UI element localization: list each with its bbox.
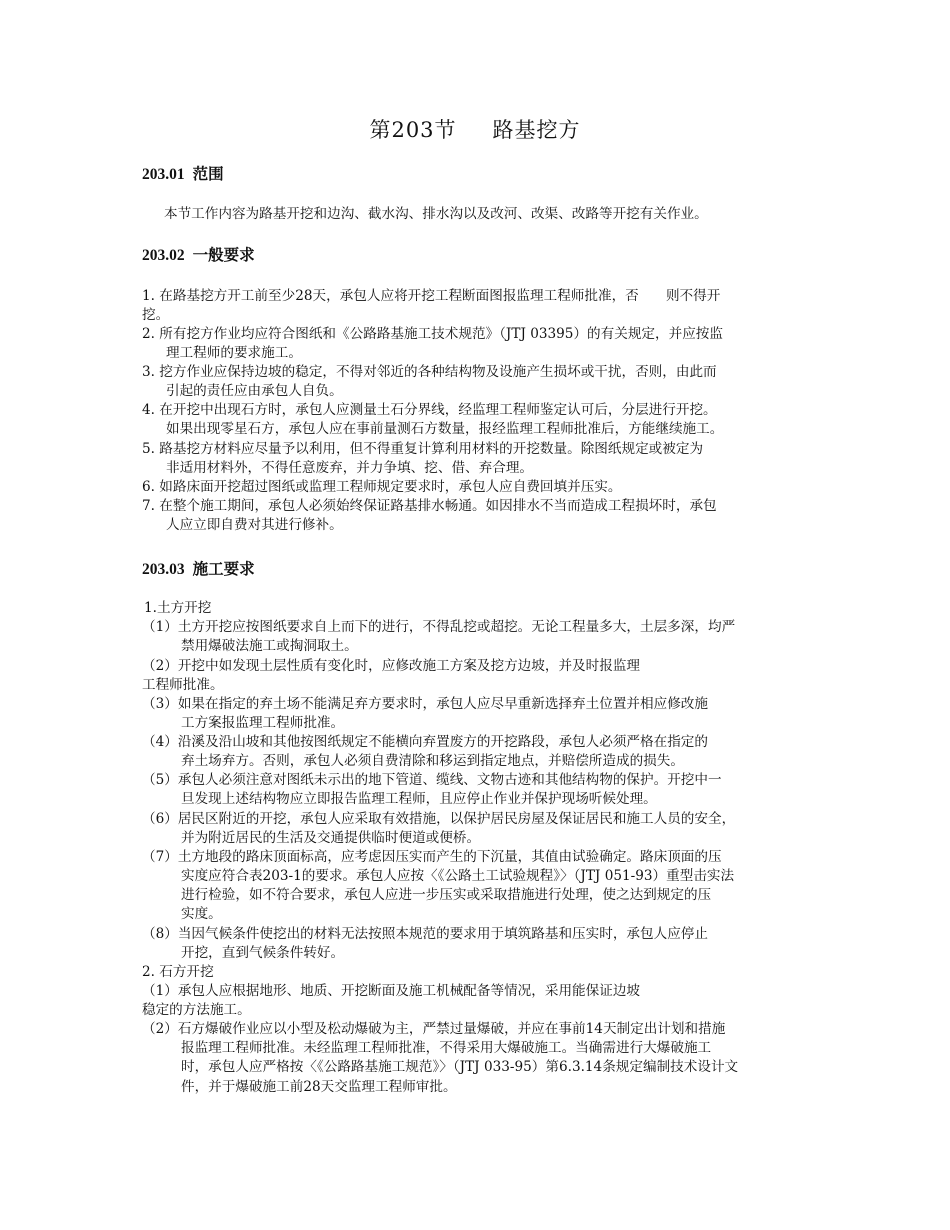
construction-line: （4）沿溪及沿山坡和其他按图纸规定不能横向弃置废方的开挖路段，承包人必须严格在指定的 <box>142 734 708 750</box>
section-name: 路基挖方 <box>492 118 581 142</box>
construction-line: 实度应符合表203-1的要求。承包人应按〈《公路土工试验规程》〉（JTJ 051-93）重型击实法 <box>181 868 735 884</box>
construction-line: 工方案报监理工程师批准。 <box>181 715 345 731</box>
construction-line: 稳定的方法施工。 <box>142 1002 251 1018</box>
general-line: 如果出现零星石方，承包人应在事前量测石方数量，报经监理工程师批准后，方能继续施工。 <box>166 421 724 437</box>
construction-line: 实度。 <box>181 906 222 922</box>
construction-line: 2. 石方开挖 <box>142 964 214 980</box>
construction-line: 时，承包人应严格按〈《公路路基施工规范》〉（JTJ 033-95）第6.3.14条规定编制技术设计文 <box>181 1059 739 1075</box>
section-number: 第203节 <box>369 118 457 142</box>
construction-line: 弃土场弃方。否则，承包人必须自费清除和移运到指定地点，并赔偿所造成的损失。 <box>181 753 684 769</box>
general-line: 7. 在整个施工期间，承包人必须始终保证路基排水畅通。如因排水不当而造成工程损坏时，承包 <box>142 498 717 514</box>
general-line: 5. 路基挖方材料应尽量予以利用，但不得重复计算利用材料的开挖数量。除图纸规定或被定为 <box>142 441 704 457</box>
heading-number: 203.03 <box>142 561 185 578</box>
general-line: 非适用材料外，不得任意废弃，并力争填、挖、借、弃合理。 <box>166 460 534 476</box>
heading-text: 一般要求 <box>192 245 255 264</box>
construction-line: （2）开挖中如发现土层性质有变化时，应修改施工方案及挖方边坡，并及时报监理 <box>142 658 641 674</box>
construction-line: 件，并于爆破施工前28天交监理工程师审批。 <box>181 1079 457 1095</box>
heading-general <box>142 243 255 265</box>
construction-line: 报监理工程师批准。未经监理工程师批准，不得采用大爆破施工。当确需进行大爆破施工 <box>181 1040 712 1056</box>
construction-line: 进行检验，如不符合要求，承包人应进一步压实或采取措施进行处理，使之达到规定的压 <box>181 887 712 903</box>
general-line: 3. 挖方作业应保持边坡的稳定，不得对邻近的各种结构物及设施产生损坏或干扰，否则，由此而 <box>142 364 717 380</box>
heading-text: 范围 <box>192 164 224 183</box>
construction-line: （5）承包人必须注意对图纸未示出的地下管道、缆线、文物古迹和其他结构物的保护。开挖中一 <box>142 772 722 788</box>
heading-number: 203.01 <box>142 166 185 183</box>
construction-line: （7）土方地段的路床顶面标高，应考虑因压实而产生的下沉量，其值由试验确定。路床顶面的压 <box>142 849 722 865</box>
construction-line: （6）居民区附近的开挖，承包人应采取有效措施，以保护居民房屋及保证居民和施工人员的安全， <box>142 811 736 827</box>
construction-line: 开挖，直到气候条件转好。 <box>181 945 345 961</box>
general-line: 2. 所有挖方作业均应符合图纸和《公路路基施工技术规范》（JTJ 03395）的有关规定，并应按监 <box>142 326 723 342</box>
heading-text: 施工要求 <box>192 559 255 578</box>
construction-line: （2）石方爆破作业应以小型及松动爆破为主，严禁过量爆破，并应在事前14天制定出计划和措施 <box>142 1021 726 1037</box>
construction-line: 禁用爆破法施工或掏洞取土。 <box>181 638 358 654</box>
heading-construction <box>142 557 255 579</box>
section-title <box>0 114 950 144</box>
construction-line: 旦发现上述结构物应立即报告监理工程师，且应停止作业并保护现场听候处理。 <box>181 791 657 807</box>
construction-line: （3）如果在指定的弃土场不能满足弃方要求时，承包人应尽早重新选择弃土位置并相应修改施 <box>142 696 708 712</box>
construction-line: （8）当因气候条件使挖出的材料无法按照本规范的要求用于填筑路基和压实时，承包人应停止 <box>142 926 708 942</box>
construction-line: 并为附近居民的生活及交通提供临时便道或便桥。 <box>181 830 481 846</box>
general-line: 人应立即自费对其进行修补。 <box>166 517 343 533</box>
construction-line: （1）土方开挖应按图纸要求自上而下的进行，不得乱挖或超挖。无论工程量多大，土层多深，均严 <box>142 619 736 635</box>
general-line: 1. 在路基挖方开工前至少28天，承包人应将开挖工程断面图报监理工程师批准，否 则不得开 <box>142 288 721 304</box>
construction-line: （1）承包人应根据地形、地质、开挖断面及施工机械配备等情况，采用能保证边坡 <box>142 983 641 999</box>
construction-line: 1.土方开挖 <box>144 600 212 616</box>
general-line: 6. 如路床面开挖超过图纸或监理工程师规定要求时，承包人应自费回填并压实。 <box>142 479 622 495</box>
general-line: 引起的责任应由承包人自负。 <box>166 383 343 399</box>
heading-scope <box>142 162 224 184</box>
general-line: 挖。 <box>142 307 170 323</box>
scope-paragraph: 本节工作内容为路基开挖和边沟、截水沟、排水沟以及改河、改渠、改路等开挖有关作业。 <box>164 206 708 222</box>
general-line: 理工程师的要求施工。 <box>166 345 302 361</box>
general-line: 4. 在开挖中出现石方时，承包人应测量土石分界线，经监理工程师鉴定认可后，分层进行开挖。 <box>142 402 717 418</box>
construction-line: 工程师批准。 <box>142 677 224 693</box>
heading-number: 203.02 <box>142 247 185 264</box>
